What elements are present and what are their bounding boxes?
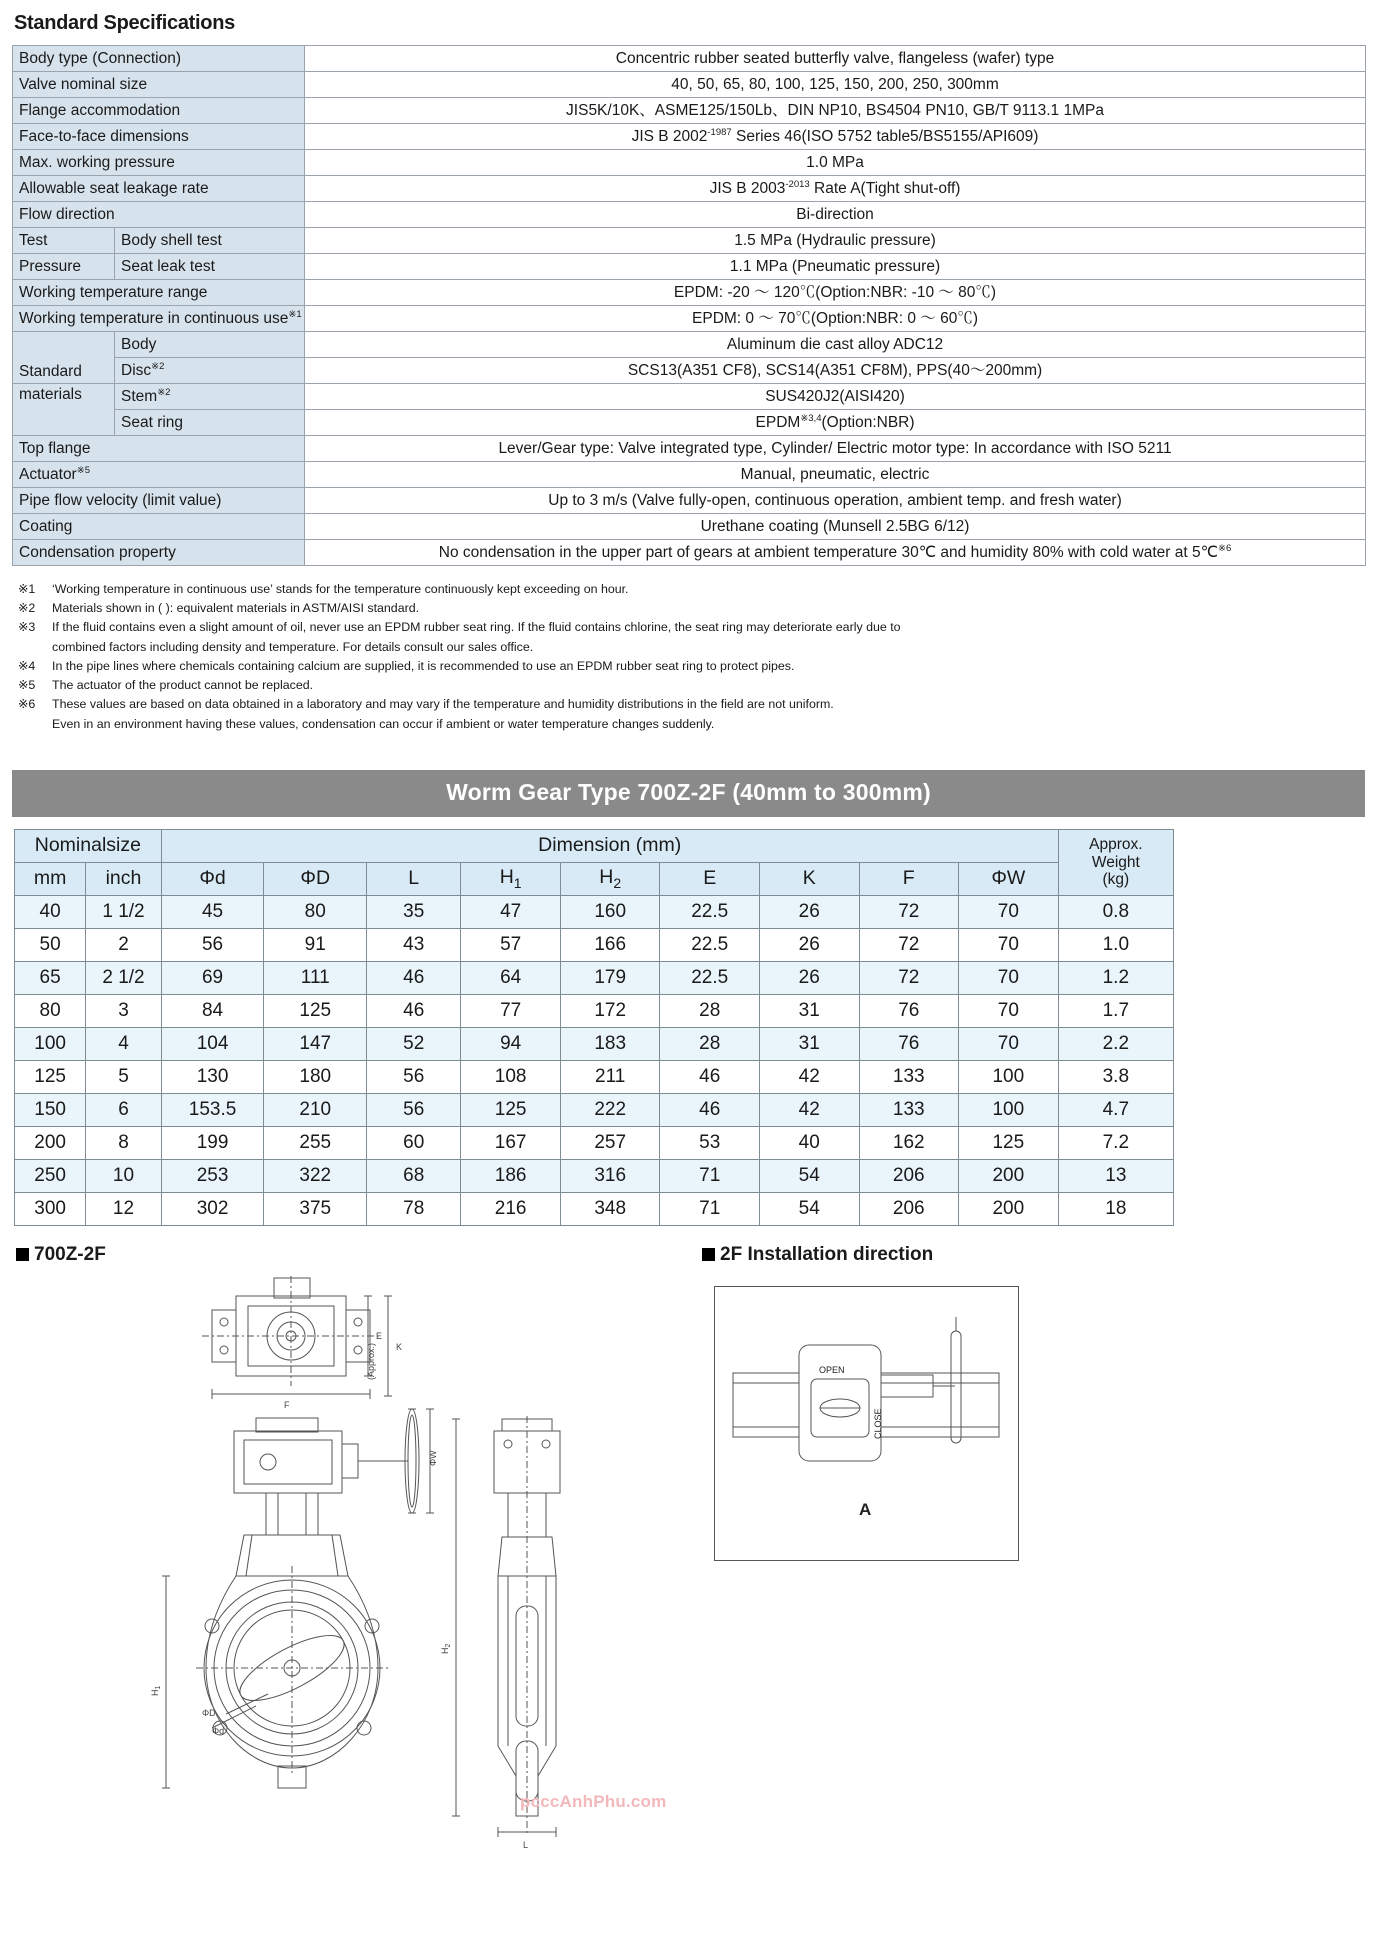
cell-phiD: 147 — [264, 1027, 367, 1060]
cell-phiW: 70 — [959, 895, 1059, 928]
view-label-a: A — [859, 1499, 872, 1519]
spec-value: 40, 50, 65, 80, 100, 125, 150, 200, 250, 300mm — [305, 72, 1366, 98]
weight-line3: (kg) — [1102, 870, 1130, 888]
cell-H2: 257 — [560, 1126, 660, 1159]
table-row — [13, 540, 1366, 566]
cell-H1: 64 — [461, 961, 561, 994]
cell-mm: 300 — [15, 1192, 86, 1225]
cell-mm: 150 — [15, 1093, 86, 1126]
cell-phid: 45 — [161, 895, 264, 928]
footnote-marker: ※2 — [157, 386, 171, 398]
spec-table-body — [13, 46, 1366, 566]
spec-sublabel — [115, 358, 305, 384]
dimension-table-head — [15, 829, 1174, 895]
spec-value-superscript: -2013 — [785, 178, 810, 190]
cell-K: 42 — [759, 1093, 859, 1126]
cell-inch: 2 1/2 — [86, 961, 161, 994]
spec-value: Aluminum die cast alloy ADC12 — [305, 332, 1366, 358]
cell-inch: 1 1/2 — [86, 895, 161, 928]
spec-value-superscript: -1987 — [707, 126, 732, 138]
footnote-item — [18, 580, 1371, 599]
spec-value-rest: Rate A(Tight shut-off) — [809, 179, 961, 197]
cell-phiD: 91 — [264, 928, 367, 961]
spec-value: Bi-direction — [305, 202, 1366, 228]
spec-value: SCS13(A351 CF8), SCS14(A351 CF8M), PPS(40～200mm) — [305, 358, 1366, 384]
cell-weight: 2.2 — [1058, 1027, 1173, 1060]
cell-weight: 4.7 — [1058, 1093, 1173, 1126]
table-row — [13, 254, 1366, 280]
spec-label: Body type (Connection) — [13, 46, 305, 72]
spec-value: 1.5 MPa (Hydraulic pressure) — [305, 228, 1366, 254]
cell-phiW: 200 — [959, 1159, 1059, 1192]
table-row — [13, 72, 1366, 98]
table-row — [15, 1126, 1174, 1159]
spec-label: Top flange — [13, 436, 305, 462]
spec-label: Coating — [13, 514, 305, 540]
spec-sublabel: Seat leak test — [115, 254, 305, 280]
cell-E: 46 — [660, 1060, 760, 1093]
cell-H1: 186 — [461, 1159, 561, 1192]
col-group-dimension: Dimension (mm) — [161, 829, 1058, 862]
cell-weight: 13 — [1058, 1159, 1173, 1192]
cell-inch: 12 — [86, 1192, 161, 1225]
weight-line2: Weight — [1091, 853, 1140, 871]
spec-sublabel-text: Disc — [121, 361, 152, 379]
cell-mm: 40 — [15, 895, 86, 928]
label-H2: $H_2$ — [440, 1643, 452, 1654]
cell-phid: 302 — [161, 1192, 264, 1225]
cell-weight: 18 — [1058, 1192, 1173, 1225]
table-row — [13, 98, 1366, 124]
dimension-table — [14, 829, 1174, 1226]
cell-K: 40 — [759, 1126, 859, 1159]
cell-H2: 211 — [560, 1060, 660, 1093]
footnote-item — [18, 695, 1371, 714]
table-row — [15, 1159, 1174, 1192]
cell-inch: 4 — [86, 1027, 161, 1060]
footnote-continuation: combined factors including density and temperature. For details consult our sales office. — [52, 639, 534, 654]
worm-gear-banner: Worm Gear Type 700Z-2F (40mm to 300mm) — [12, 770, 1365, 817]
cell-L: 43 — [367, 928, 461, 961]
label-phiD: ΦD — [202, 1707, 216, 1718]
table-row — [13, 358, 1366, 384]
label-E: E — [376, 1330, 383, 1341]
spec-value-main: JIS B 2003 — [709, 179, 786, 197]
col-F: F — [859, 862, 959, 895]
spec-value: SUS420J2(AISI420) — [305, 384, 1366, 410]
cell-K: 54 — [759, 1159, 859, 1192]
spec-value-main: No condensation in the upper part of gears at ambient temperature 30℃ and humidity 80% with cold water at 5℃ — [438, 543, 1219, 561]
table-row — [13, 514, 1366, 540]
table-row — [13, 462, 1366, 488]
cell-L: 78 — [367, 1192, 461, 1225]
cell-mm: 50 — [15, 928, 86, 961]
spec-value — [305, 124, 1366, 150]
cell-inch: 10 — [86, 1159, 161, 1192]
spec-label: Max. working pressure — [13, 150, 305, 176]
cell-E: 71 — [660, 1159, 760, 1192]
weight-line1: Approx. — [1089, 836, 1143, 854]
spec-group-label-materials: materials — [13, 384, 115, 436]
footnote-mark: ※2 — [18, 601, 36, 616]
table-row — [13, 202, 1366, 228]
cell-weight: 1.0 — [1058, 928, 1173, 961]
table-row — [13, 410, 1366, 436]
table-row — [15, 994, 1174, 1027]
cell-mm: 80 — [15, 994, 86, 1027]
cell-L: 68 — [367, 1159, 461, 1192]
footnote-mark: ※3 — [18, 620, 36, 635]
cell-H2: 172 — [560, 994, 660, 1027]
table-row — [13, 176, 1366, 202]
cell-H2: 222 — [560, 1093, 660, 1126]
cell-phid: 253 — [161, 1159, 264, 1192]
table-row — [13, 280, 1366, 306]
cell-phiD: 375 — [264, 1192, 367, 1225]
spec-value: Lever/Gear type: Valve integrated type, Cylinder/ Electric motor type: In accordance with ISO 5211 — [305, 436, 1366, 462]
cell-mm: 125 — [15, 1060, 86, 1093]
standard-specifications-table — [12, 45, 1366, 566]
figures-section — [12, 1244, 1371, 1944]
footnote-mark: ※4 — [18, 658, 36, 673]
cell-mm: 65 — [15, 961, 86, 994]
spec-value: 1.0 MPa — [305, 150, 1366, 176]
col-approx-weight — [1058, 829, 1173, 895]
cell-E: 28 — [660, 1027, 760, 1060]
cell-weight: 1.2 — [1058, 961, 1173, 994]
page-title: Standard Specifications — [14, 12, 235, 34]
cell-E: 22.5 — [660, 961, 760, 994]
cell-K: 54 — [759, 1192, 859, 1225]
cell-L: 56 — [367, 1060, 461, 1093]
footnote-text: These values are based on data obtained in a laboratory and may vary if the temperature and humidity distributions in the field are not uniform. — [52, 697, 834, 712]
spec-value — [305, 176, 1366, 202]
label-F: F — [284, 1399, 290, 1410]
cell-phid: 69 — [161, 961, 264, 994]
spec-value: EPDM: -20 ～ 120℃(Option:NBR: -10 ～ 80℃) — [305, 280, 1366, 306]
cell-phid: 130 — [161, 1060, 264, 1093]
spec-label: Flange accommodation — [13, 98, 305, 124]
cell-F: 206 — [859, 1159, 959, 1192]
label-K: K — [396, 1341, 403, 1352]
footnotes-list — [18, 580, 1371, 734]
footnote-mark: ※6 — [18, 697, 36, 712]
cell-H1: 167 — [461, 1126, 561, 1159]
dimension-table-body — [15, 895, 1174, 1225]
spec-value-main: EPDM — [755, 413, 801, 431]
cell-weight: 1.7 — [1058, 994, 1173, 1027]
footnote-text: In the pipe lines where chemicals containing calcium are supplied, it is recommended to use an EPDM rubber seat ring to protect pipes. — [52, 658, 795, 673]
footnote-text: The actuator of the product cannot be replaced. — [52, 678, 314, 693]
col-group-nominal-size: Nominalsize — [15, 829, 162, 862]
cell-phiD: 210 — [264, 1093, 367, 1126]
spec-label: Flow direction — [13, 202, 305, 228]
table-row — [15, 1192, 1174, 1225]
cell-L: 35 — [367, 895, 461, 928]
spec-label-text: Actuator — [19, 465, 77, 483]
table-row — [13, 46, 1366, 72]
cell-H2: 183 — [560, 1027, 660, 1060]
footnote-marker: ※3,4 — [800, 412, 822, 424]
cell-H2: 348 — [560, 1192, 660, 1225]
figure-left-title — [16, 1244, 696, 1266]
bullet-square-icon — [702, 1248, 715, 1261]
figure-2f-installation — [702, 1244, 1362, 1561]
spec-label: Condensation property — [13, 540, 305, 566]
footnote-continuation: Even in an environment having these values, condensation can occur if ambient or water temperature changes suddenly. — [52, 716, 715, 731]
cell-inch: 8 — [86, 1126, 161, 1159]
spec-value: Concentric rubber seated butterfly valve, flangeless (wafer) type — [305, 46, 1366, 72]
cell-phiW: 70 — [959, 928, 1059, 961]
spec-label — [13, 462, 305, 488]
col-phi-W: ΦW — [959, 862, 1059, 895]
spec-label: Face-to-face dimensions — [13, 124, 305, 150]
cell-phiW: 200 — [959, 1192, 1059, 1225]
table-row — [15, 961, 1174, 994]
cell-phid: 104 — [161, 1027, 264, 1060]
bullet-square-icon — [16, 1248, 29, 1261]
cell-K: 26 — [759, 928, 859, 961]
spec-label: Pipe flow velocity (limit value) — [13, 488, 305, 514]
cell-H1: 47 — [461, 895, 561, 928]
spec-sublabel: Seat ring — [115, 410, 305, 436]
cell-inch: 6 — [86, 1093, 161, 1126]
cell-F: 133 — [859, 1060, 959, 1093]
cell-phiD: 180 — [264, 1060, 367, 1093]
footnote-item — [18, 657, 1371, 676]
table-row — [15, 1027, 1174, 1060]
spec-group-label-pressure: Pressure — [13, 254, 115, 280]
cell-inch: 3 — [86, 994, 161, 1027]
cell-H2: 179 — [560, 961, 660, 994]
cell-inch: 5 — [86, 1060, 161, 1093]
cell-phiD: 111 — [264, 961, 367, 994]
installation-diagram-box — [714, 1286, 1019, 1561]
spec-value-rest: Series 46(ISO 5752 table5/BS5155/API609) — [731, 127, 1039, 145]
watermark: pcccAnhPhu.com — [520, 1792, 667, 1811]
footnote-item — [18, 676, 1371, 695]
spec-value: EPDM: 0 ～ 70℃(Option:NBR: 0 ～ 60℃) — [305, 306, 1366, 332]
cell-E: 53 — [660, 1126, 760, 1159]
cell-E: 22.5 — [660, 895, 760, 928]
figure-left-title-text: 700Z-2F — [34, 1243, 106, 1265]
footnote-text: If the fluid contains even a slight amount of oil, never use an EPDM rubber seat ring. If the fluid contains chlorine, the seat ring may deteriorate early due to — [52, 620, 901, 635]
cell-K: 31 — [759, 994, 859, 1027]
cell-phiD: 255 — [264, 1126, 367, 1159]
cell-phiW: 100 — [959, 1093, 1059, 1126]
footnote-mark: ※5 — [18, 678, 36, 693]
cell-F: 206 — [859, 1192, 959, 1225]
footnote-marker: ※6 — [1218, 542, 1232, 554]
table-row — [13, 436, 1366, 462]
table-row — [15, 1093, 1174, 1126]
cell-phid: 84 — [161, 994, 264, 1027]
dimension-column-header-row — [15, 862, 1174, 895]
spec-value: Manual, pneumatic, electric — [305, 462, 1366, 488]
spec-group-label-test: Test — [13, 228, 115, 254]
cell-L: 46 — [367, 961, 461, 994]
spec-sublabel: Body shell test — [115, 228, 305, 254]
cell-inch: 2 — [86, 928, 161, 961]
col-H2: $H_2$ — [560, 862, 660, 895]
cell-E: 71 — [660, 1192, 760, 1225]
cell-phiD: 125 — [264, 994, 367, 1027]
cell-H2: 160 — [560, 895, 660, 928]
cell-phiD: 322 — [264, 1159, 367, 1192]
footnote-item — [18, 599, 1371, 618]
valve-drawing-svg — [16, 1276, 676, 1916]
table-row — [13, 228, 1366, 254]
cell-weight: 3.8 — [1058, 1060, 1173, 1093]
cell-weight: 0.8 — [1058, 895, 1173, 928]
cell-F: 72 — [859, 961, 959, 994]
cell-H1: 125 — [461, 1093, 561, 1126]
cell-F: 162 — [859, 1126, 959, 1159]
col-phi-d-small: Φd — [161, 862, 264, 895]
cell-L: 46 — [367, 994, 461, 1027]
footnote-text: Materials shown in ( ): equivalent materials in ASTM/AISI standard. — [52, 601, 420, 616]
footnote-item — [18, 618, 1371, 637]
col-K: K — [759, 862, 859, 895]
figure-700z-2f — [16, 1244, 696, 1916]
cell-phiW: 125 — [959, 1126, 1059, 1159]
table-row — [13, 488, 1366, 514]
cell-F: 76 — [859, 994, 959, 1027]
cell-H1: 57 — [461, 928, 561, 961]
cell-H1: 108 — [461, 1060, 561, 1093]
cell-H1: 94 — [461, 1027, 561, 1060]
spec-label — [13, 306, 305, 332]
table-row — [15, 1060, 1174, 1093]
label-phid: Φd — [212, 1725, 225, 1736]
cell-F: 133 — [859, 1093, 959, 1126]
col-L: L — [367, 862, 461, 895]
cell-L: 56 — [367, 1093, 461, 1126]
spec-value: JIS5K/10K、ASME125/150Lb、DIN NP10, BS4504 PN10, GB/T 9113.1 1MPa — [305, 98, 1366, 124]
cell-mm: 250 — [15, 1159, 86, 1192]
footnote-text: ‘Working temperature in continuous use’ stands for the temperature continuously kept exceeding on hour. — [52, 582, 629, 596]
cell-mm: 200 — [15, 1126, 86, 1159]
col-mm: mm — [15, 862, 86, 895]
label-approx: (Approx.) — [366, 1342, 376, 1380]
col-H1: $H_1$ — [461, 862, 561, 895]
cell-phiW: 70 — [959, 994, 1059, 1027]
figure-left-drawing — [16, 1276, 696, 1916]
spec-label: Working temperature range — [13, 280, 305, 306]
close-label: CLOSE — [873, 1408, 883, 1439]
cell-phid: 56 — [161, 928, 264, 961]
spec-value: Urethane coating (Munsell 2.5BG 6/12) — [305, 514, 1366, 540]
spec-label-text: Working temperature in continuous use — [19, 309, 289, 327]
label-L: L — [523, 1839, 529, 1850]
table-row — [13, 124, 1366, 150]
cell-K: 31 — [759, 1027, 859, 1060]
spec-sublabel-text: Stem — [121, 387, 158, 405]
spec-value-main: JIS B 2002 — [631, 127, 708, 145]
cell-K: 42 — [759, 1060, 859, 1093]
spec-sublabel — [115, 384, 305, 410]
cell-phiW: 70 — [959, 1027, 1059, 1060]
spec-value — [305, 540, 1366, 566]
figure-right-title — [702, 1244, 1362, 1266]
table-row — [13, 384, 1366, 410]
cell-K: 26 — [759, 895, 859, 928]
cell-K: 26 — [759, 961, 859, 994]
cell-H1: 77 — [461, 994, 561, 1027]
cell-L: 60 — [367, 1126, 461, 1159]
cell-E: 22.5 — [660, 928, 760, 961]
col-phi-D: ΦD — [264, 862, 367, 895]
spec-label: Allowable seat leakage rate — [13, 176, 305, 202]
cell-E: 28 — [660, 994, 760, 1027]
cell-phid: 153.5 — [161, 1093, 264, 1126]
cell-weight: 7.2 — [1058, 1126, 1173, 1159]
cell-phiW: 70 — [959, 961, 1059, 994]
footnote-marker: ※2 — [151, 360, 165, 372]
dimension-group-header-row — [15, 829, 1174, 862]
spec-label: Valve nominal size — [13, 72, 305, 98]
label-phiW: ΦW — [428, 1450, 438, 1466]
spec-value-rest: (Option:NBR) — [821, 413, 915, 431]
cell-phid: 199 — [161, 1126, 264, 1159]
cell-F: 72 — [859, 928, 959, 961]
spec-sublabel: Body — [115, 332, 305, 358]
cell-F: 72 — [859, 895, 959, 928]
footnote-marker: ※1 — [288, 308, 302, 320]
label-H1: $H_1$ — [150, 1685, 162, 1696]
cell-H2: 166 — [560, 928, 660, 961]
cell-E: 46 — [660, 1093, 760, 1126]
cell-phiW: 100 — [959, 1060, 1059, 1093]
installation-direction-svg — [715, 1287, 1018, 1560]
spec-value: 1.1 MPa (Pneumatic pressure) — [305, 254, 1366, 280]
table-row — [13, 332, 1366, 358]
spec-value — [305, 410, 1366, 436]
cell-mm: 100 — [15, 1027, 86, 1060]
spec-group-label-standard: Standard — [13, 332, 115, 384]
cell-H2: 316 — [560, 1159, 660, 1192]
table-row — [15, 928, 1174, 961]
table-row — [15, 895, 1174, 928]
col-inch: inch — [86, 862, 161, 895]
cell-H1: 216 — [461, 1192, 561, 1225]
footnote-mark: ※1 — [18, 582, 36, 596]
spec-value: Up to 3 m/s (Valve fully-open, continuous operation, ambient temp. and fresh water) — [305, 488, 1366, 514]
table-row — [13, 150, 1366, 176]
figure-right-title-text: 2F Installation direction — [720, 1243, 934, 1265]
open-label: OPEN — [819, 1364, 845, 1375]
cell-phiD: 80 — [264, 895, 367, 928]
footnote-marker: ※5 — [76, 464, 90, 476]
table-row — [13, 306, 1366, 332]
col-E: E — [660, 862, 760, 895]
cell-L: 52 — [367, 1027, 461, 1060]
cell-F: 76 — [859, 1027, 959, 1060]
